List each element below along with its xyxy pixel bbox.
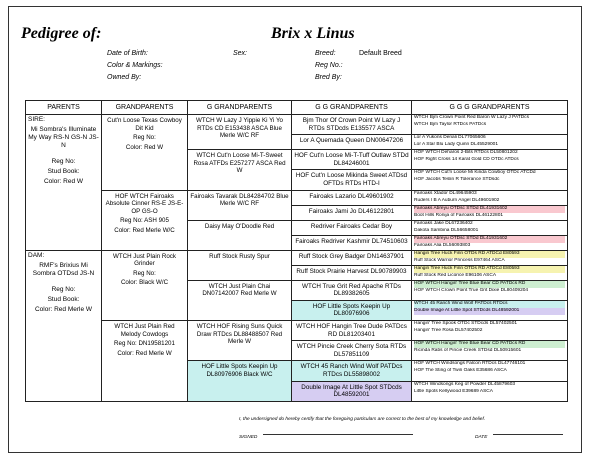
reg-no-label: Reg No.:	[315, 62, 343, 69]
dam-role: DAM:	[28, 251, 45, 259]
gg-grandparent-text: Lor A Quemada Queen DN00647206	[299, 137, 404, 145]
ggg-line: Fairoaks Alia DL56093803	[414, 242, 471, 248]
ggg-line: HOF WTCH Hangin' Tree Blue Bear CD PATDcs RD	[414, 281, 565, 288]
ggg-line: HOF Right Cross 14 Karat Gold CD OTDc ATDcs	[414, 157, 519, 163]
ggg-grandparent-cell	[412, 115, 568, 135]
ggg-grandparent-cell	[412, 235, 568, 250]
ggg-line: HOF WTCH Crown Point True Grit Dixie DL80409204	[414, 287, 529, 293]
ggg-line: Hangin' Tree Rosa DL57402502	[414, 327, 483, 333]
grandparent-cell	[102, 320, 188, 401]
ggg-line: Fairoaks Abreyu OTDsc STDd DL41931602	[414, 236, 565, 243]
g-grandparent-text: Ruff Stock Rusty Spur	[209, 252, 270, 260]
grandparent-cell	[102, 250, 188, 320]
gg-grandparent-cell	[292, 220, 412, 235]
g-grandparent-cell	[188, 361, 292, 401]
g-grandparent-cell	[188, 250, 292, 280]
grandparent-color: Color: Red Merle W/C	[114, 226, 175, 234]
sire-reg: Reg No:	[51, 158, 76, 165]
ggg-line: Fairoaks Jake DL67236402	[414, 220, 473, 226]
ggg-line: Hangin Tree Huck Finn OTDs RD ATDCd E80593	[414, 251, 565, 258]
gg-grandparent-cell	[292, 341, 412, 361]
sire-color: Color: Red W	[43, 178, 83, 185]
g-grandparent-text: WTCH Cut'n Loose Mi-T-Sweet Rosa ATFDs E257277 ASCA Red W	[193, 152, 286, 175]
gg-grandparent-text: Redriver Fairoaks Cedar Boy	[310, 222, 393, 230]
gg-grandparent-text: WTCH 45 Ranch Wind Wolf PATDcs RTDcs DL55898002	[300, 363, 403, 378]
pedigree-table	[25, 100, 568, 402]
grandparent-name: HOF WTCH Fairoaks Absolute Cinner RS-E JS-E-OP GS-O	[105, 192, 184, 215]
dam-cell	[26, 250, 102, 401]
gg-grandparent-cell	[292, 235, 412, 250]
gg-grandparent-text: HOF Little Spots Keepin Up DL80976906	[312, 302, 391, 318]
gg-grandparent-text: WTCH True Grit Red Apache RTDs DL89382605	[302, 282, 401, 298]
grandparent-color: Color: Red Merle W	[117, 349, 172, 357]
pedigree-document	[8, 6, 582, 453]
ggg-grandparent-cell	[412, 300, 568, 320]
g-grandparent-text: WTCH HOF Rising Suns Quick Draw RTDcs DL88488507 Red Merle W	[196, 322, 283, 346]
gg-grandparent-cell	[292, 300, 412, 320]
g-grandparent-cell	[188, 190, 292, 220]
gg-grandparent-cell	[292, 381, 412, 401]
certification-text: I, the undersigned do hereby certify that the foregoing particulars are correct to the best of my knowledge and belief.	[239, 417, 486, 422]
ggg-line: Boot Hills Ronija of Fairoaks DL46122801	[414, 212, 504, 218]
ggg-grandparent-cell	[412, 381, 568, 401]
pedigree-header-row	[26, 101, 568, 115]
gg-grandparent-cell	[292, 265, 412, 280]
ggg-line: Little Spots Kellywood E39689 ASCA	[414, 388, 493, 394]
ggg-grandparent-cell	[412, 135, 568, 150]
gg-grandparent-cell	[292, 190, 412, 205]
ggg-line: WTCH Bjm Crown Point Red Baron W Lazy J PATDcs	[414, 115, 529, 120]
ggg-line: Lor A Yukons Denali DL77065606	[414, 135, 486, 141]
pedigree-title: Pedigree of:	[21, 25, 102, 42]
g-grandparent-text: HOF Little Spots Keepin Up DL80976906 Black W/C	[201, 363, 278, 378]
col-ggg-grandparents: G G G GRANDPARENTS	[412, 101, 568, 115]
grandparent-name: WTCH Just Plain Rock Grinder	[113, 252, 176, 268]
ggg-grandparent-cell	[412, 320, 568, 340]
gg-grandparent-text: HOF Cut'n Loose Mi-T-Tuff Outlaw STDd DL84246001	[294, 152, 409, 167]
ggg-line: Dakota Sambina DL56658001	[414, 227, 479, 233]
ggg-line: HOF Jacobs Teslin R Tolerance STDsdc	[414, 177, 500, 183]
signature-line	[263, 434, 413, 435]
sire-name: Mi Sombra's Illuminate My Way RS-N GS-N JS-N	[28, 126, 99, 149]
g-grandparent-text: WTCH W Lazy J Yippie Ki Yi Yo RTDs CD E153438 ASCA Blue Merle W/C RF	[196, 117, 283, 140]
ggg-line: Fairoaks Xtador DL49645903	[414, 190, 477, 196]
dam-reg: Reg No:	[51, 285, 76, 293]
sire-role: SIRE:	[28, 116, 45, 123]
ggg-line: HOF WTCH Hangin' Tree Blue Bear CD PATDcs RD	[414, 341, 565, 348]
ggg-line: WTCH Windsongs Keg of Powder DL45879603	[414, 381, 516, 387]
breed-value: Default Breed	[359, 50, 402, 57]
gg-grandparent-cell	[292, 205, 412, 220]
gg-grandparent-text: Bjm Thor Of Crown Point W Lazy J RTDs STDcds E135577 ASCA	[302, 117, 401, 132]
ggg-line: Ruders I B A Auburn Angel DL49601902	[414, 197, 500, 203]
gg-grandparent-text: Ruff Stock Grey Badger DN14637901	[298, 252, 405, 260]
gg-grandparent-text: Fairoaks Lazario DL49601902	[309, 192, 394, 200]
breed-label: Breed:	[315, 50, 336, 57]
grandparent-reg: Reg No: ASH 905	[120, 217, 169, 225]
ggg-line: Hangin' Tree Spook OTDc STDcds DL57402501	[414, 320, 518, 326]
ggg-line: Ruff Stock Red Licorice E96106 ASCA	[414, 272, 497, 278]
ggg-line: Ruff Stock Warrior Princess E97464 ASCA	[414, 257, 505, 263]
ggg-grandparent-cell	[412, 250, 568, 265]
sex-label: Sex:	[233, 50, 248, 57]
ggg-line: WTCH Bjm Taylor RTDcs PATDcs	[414, 122, 487, 127]
gg-grandparent-text: Ruff Stock Prairie Harvest DL90789903	[296, 267, 407, 275]
col-parents: PARENTS	[26, 101, 102, 115]
col-g-grandparents: G GRANDPARENTS	[188, 101, 292, 115]
sire-cell	[26, 115, 102, 251]
ggg-grandparent-cell	[412, 205, 568, 220]
ggg-grandparent-cell	[412, 265, 568, 280]
gg-grandparent-text: WTCH Pincie Creek Cherry Sota RTDs DL57851109	[296, 343, 407, 358]
grandparent-reg: Reg No: DN19581201	[114, 340, 175, 348]
gg-grandparent-text: Fairoaks Redriver Kashmir DL74510603	[295, 237, 408, 245]
g-grandparent-cell	[188, 280, 292, 320]
ggg-line: Lor A Star Blu Lady Quinn DL45529001	[414, 142, 499, 148]
bred-by-label: Bred By:	[315, 74, 342, 81]
gg-grandparent-text: Fairoaks Jami Jo DL46122801	[308, 207, 395, 215]
grandparent-reg: Reg No:	[133, 269, 156, 277]
ggg-grandparent-cell	[412, 170, 568, 190]
grandparent-color: Color: Red W	[125, 143, 164, 151]
gg-grandparent-text: WTCH HOF Hangin Tree Dude PATDcs RD DL81203401	[296, 322, 407, 338]
gg-grandparent-cell	[292, 150, 412, 170]
ggg-grandparent-cell	[412, 150, 568, 170]
g-grandparent-text: Fairoaks Tavarak DL84284702 Blue Merle W/C RF	[190, 192, 289, 208]
dam-stud: Stud Book:	[47, 295, 80, 303]
dam-color: Color: Red Merle W	[34, 305, 93, 313]
gg-grandparent-cell	[292, 115, 412, 135]
date-label: DATE	[475, 435, 488, 440]
ggg-line: Hangin Tree Huck Finn OTDs RD ATDCd E80593	[414, 266, 565, 273]
ggg-line: HOF WTCH Windsongs Falcon RTDcs DL47746101	[414, 361, 526, 367]
date-line	[493, 434, 563, 435]
ggg-line: WTCH 45 Ranch Wind Wolf PATDcs RTDcs	[414, 301, 565, 308]
gg-grandparent-cell	[292, 280, 412, 300]
g-grandparent-text: Daisy May O'Doodle Red	[204, 222, 275, 230]
ggg-line: HOF The Sting of Twin Oaks E35686 ASCA	[414, 368, 507, 374]
gg-grandparent-cell	[292, 135, 412, 150]
grandparent-name: WTCH Just Plain Red Melody Cowdogs	[114, 322, 175, 338]
ggg-grandparent-cell	[412, 190, 568, 205]
owned-by-label: Owned By:	[107, 74, 142, 81]
grandparent-cell	[102, 115, 188, 191]
grandparent-color: Color: Black W/C	[120, 279, 169, 287]
dam-name: RMF's Brixius Mi Sombra OTDsd JS-N	[32, 261, 95, 277]
g-grandparent-text: WTCH Just Plain Chai DN07142007 Red Merle W	[202, 282, 277, 298]
color-markings-label: Color & Markings:	[107, 62, 163, 69]
gg-grandparent-cell	[292, 250, 412, 265]
g-grandparent-cell	[188, 115, 292, 150]
ggg-grandparent-cell	[412, 220, 568, 235]
g-grandparent-cell	[188, 320, 292, 360]
ggg-line: Double Image At Little Spot STDcds DL48592001	[414, 308, 565, 315]
sire-stud: Stud Book:	[47, 168, 80, 175]
ggg-line: Ricinda Rabs of Pincie Creek STDsd DL50915601	[414, 348, 522, 354]
g-grandparent-cell	[188, 220, 292, 250]
ggg-line: HOF WTCH Cut'n Loose Mi Kinda Cowboy OTDc ATCDd	[414, 170, 536, 176]
gg-grandparent-cell	[292, 361, 412, 381]
ggg-grandparent-cell	[412, 280, 568, 300]
grandparent-name: Cut'n Loose Texas Cowboy Dit Kid	[107, 117, 182, 132]
gg-grandparent-cell	[292, 170, 412, 190]
gg-grandparent-text: HOF Cut'n Loose Mikinda Sweet ATDsd OFTDs RTDs HTD-I	[295, 172, 408, 187]
signed-label: SIGNED	[239, 435, 258, 440]
date-of-birth-label: Date of Birth:	[107, 50, 148, 57]
col-gg-grandparents: G G GRANDPARENTS	[292, 101, 412, 115]
gg-grandparent-text: Double Image At Little Spot STDcds DL48592001	[301, 383, 402, 399]
g-grandparent-cell	[188, 150, 292, 190]
ggg-line: HOF WTCH Deharos 2-Bits RTDcs DL50801202	[414, 150, 518, 156]
grandparent-cell	[102, 190, 188, 250]
gg-grandparent-cell	[292, 320, 412, 340]
ggg-line: Fairoaks Abreyu OTDsc STDd DL41931602	[414, 206, 565, 213]
dog-name: Brix x Linus	[271, 25, 355, 42]
ggg-grandparent-cell	[412, 341, 568, 361]
ggg-grandparent-cell	[412, 361, 568, 381]
grandparent-reg: Reg No:	[133, 134, 156, 142]
col-grandparents: GRANDPARENTS	[102, 101, 188, 115]
